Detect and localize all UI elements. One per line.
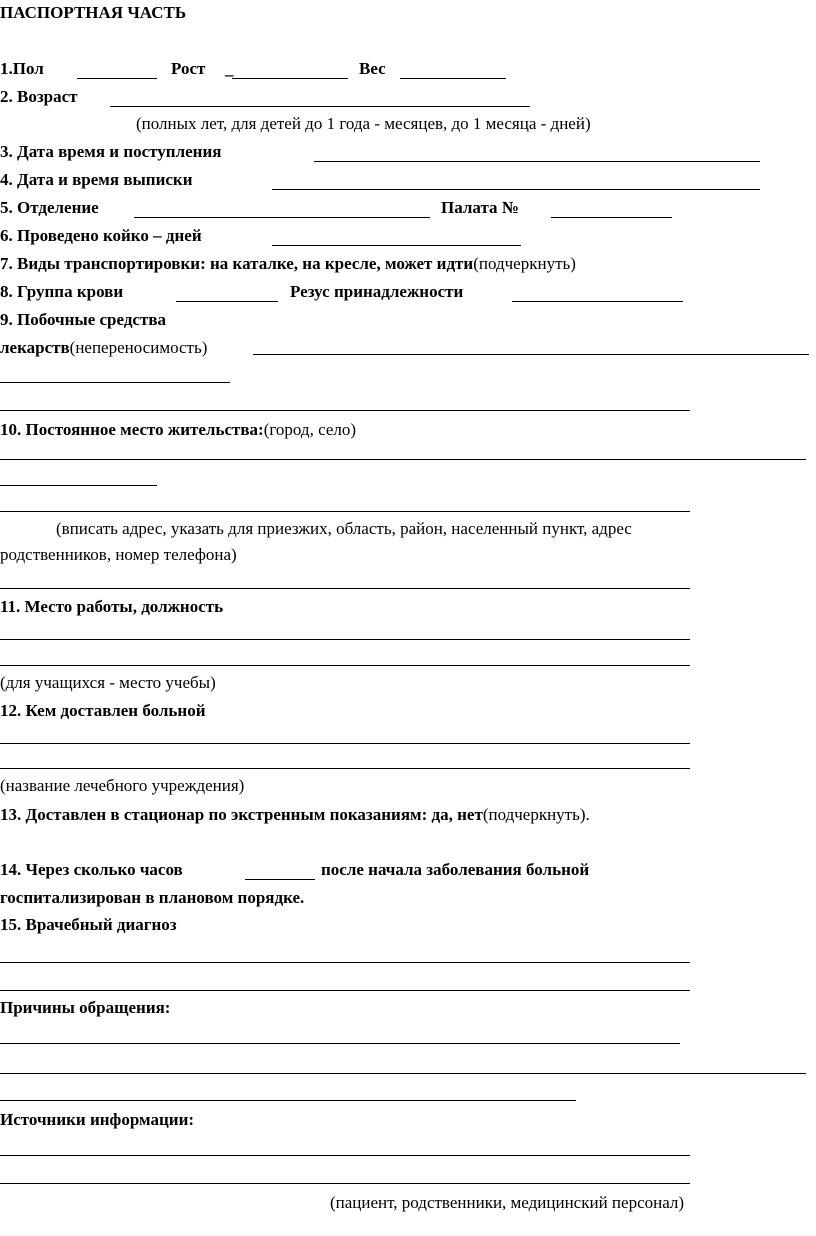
field-blood-group-label: 8. Группа крови [0, 282, 124, 301]
field-discharge-label: 4. Дата и время выписки [0, 170, 193, 189]
field-residence-line[interactable] [0, 459, 806, 460]
field-admission-label: 3. Дата время и поступления [0, 142, 222, 161]
reasons-line[interactable] [0, 1073, 806, 1074]
field-residence-line[interactable] [0, 511, 690, 512]
field-age-label: 2. Возраст [0, 87, 78, 106]
field-admission-line[interactable] [314, 161, 760, 162]
field-delivered-by-hint: (название лечебного учреждения) [0, 776, 245, 795]
sources-line[interactable] [0, 1155, 690, 1156]
field-height-line[interactable] [232, 78, 348, 79]
field-weight-line[interactable] [400, 78, 506, 79]
reasons-label: Причины обращения: [0, 998, 171, 1017]
field-delivered-by-label: 12. Кем доставлен больной [0, 701, 206, 720]
field-delivered-by-line[interactable] [0, 743, 690, 744]
field-side-effects-line2 [0, 338, 207, 358]
field-workplace-line[interactable] [0, 639, 690, 640]
field-residence-line[interactable] [0, 588, 690, 589]
field-side-effects-hint: (непереносимость) [69, 338, 208, 357]
field-hours-line2: госпитализирован в плановом порядке. [0, 888, 305, 907]
field-side-effects-label2: лекарств [0, 338, 70, 357]
sources-line[interactable] [0, 1183, 690, 1184]
field-transport [0, 254, 576, 274]
field-height-label: Рост [171, 59, 206, 78]
field-age-hint: (полных лет, для детей до 1 года - месяцев, до 1 месяца - дней) [136, 114, 591, 133]
field-workplace-hint: (для учащихся - место учебы) [0, 673, 216, 692]
field-hours-label2: после начала заболевания больной [321, 860, 590, 879]
field-discharge-line[interactable] [272, 189, 760, 190]
field-residence [0, 420, 356, 440]
field-age-line[interactable] [110, 106, 530, 107]
field-emergency-label: 13. Доставлен в стационар по экстренным показаниям: да, нет [0, 805, 483, 824]
sources-hint: (пациент, родственники, медицинский персонал) [330, 1193, 685, 1212]
field-hours-line[interactable] [245, 879, 315, 880]
field-emergency [0, 805, 590, 825]
field-department-label: 5. Отделение [0, 198, 99, 217]
sources-label: Источники информации: [0, 1110, 195, 1129]
field-side-effects-line[interactable] [253, 354, 809, 355]
field-rhesus-line[interactable] [512, 301, 683, 302]
field-side-effects-line[interactable] [0, 382, 230, 383]
field-diagnosis-line[interactable] [0, 962, 690, 963]
field-side-effects-line[interactable] [0, 410, 690, 411]
field-workplace-line[interactable] [0, 665, 690, 666]
field-residence-note: родственников, номер телефона) [0, 545, 237, 564]
field-ward-line[interactable] [551, 217, 672, 218]
field-bed-days-label: 6. Проведено койко – дней [0, 226, 202, 245]
field-residence-note: (вписать адрес, указать для приезжих, область, район, населенный пункт, адрес [56, 519, 632, 538]
field-residence-label: 10. Постоянное место жительства: [0, 420, 264, 439]
field-transport-label: 7. Виды транспортировки: на каталке, на кресле, может идти [0, 254, 474, 273]
field-sex-line[interactable] [77, 78, 157, 79]
reasons-line[interactable] [0, 1100, 576, 1101]
field-emergency-hint: (подчеркнуть). [482, 805, 590, 824]
field-blood-group-line[interactable] [176, 301, 278, 302]
field-bed-days-line[interactable] [272, 245, 521, 246]
field-department-line[interactable] [134, 217, 430, 218]
field-weight-label: Вес [359, 59, 386, 78]
field-diagnosis-line[interactable] [0, 990, 690, 991]
field-height-mark: _ [225, 59, 234, 78]
field-rhesus-label: Резус принадлежности [290, 282, 464, 301]
field-residence-hint: (город, село) [263, 420, 357, 439]
page-title: ПАСПОРТНАЯ ЧАСТЬ [0, 3, 187, 22]
field-hours-label: 14. Через сколько часов [0, 860, 183, 879]
field-sex-label: 1.Пол [0, 59, 44, 78]
field-delivered-by-line[interactable] [0, 768, 690, 769]
field-residence-line[interactable] [0, 485, 157, 486]
reasons-line[interactable] [0, 1043, 680, 1044]
field-workplace-label: 11. Место работы, должность [0, 597, 224, 616]
field-side-effects-label: 9. Побочные средства [0, 310, 167, 329]
field-ward-label: Палата № [441, 198, 519, 217]
field-transport-hint: (подчеркнуть) [473, 254, 576, 273]
field-diagnosis-label: 15. Врачебный диагноз [0, 915, 177, 934]
